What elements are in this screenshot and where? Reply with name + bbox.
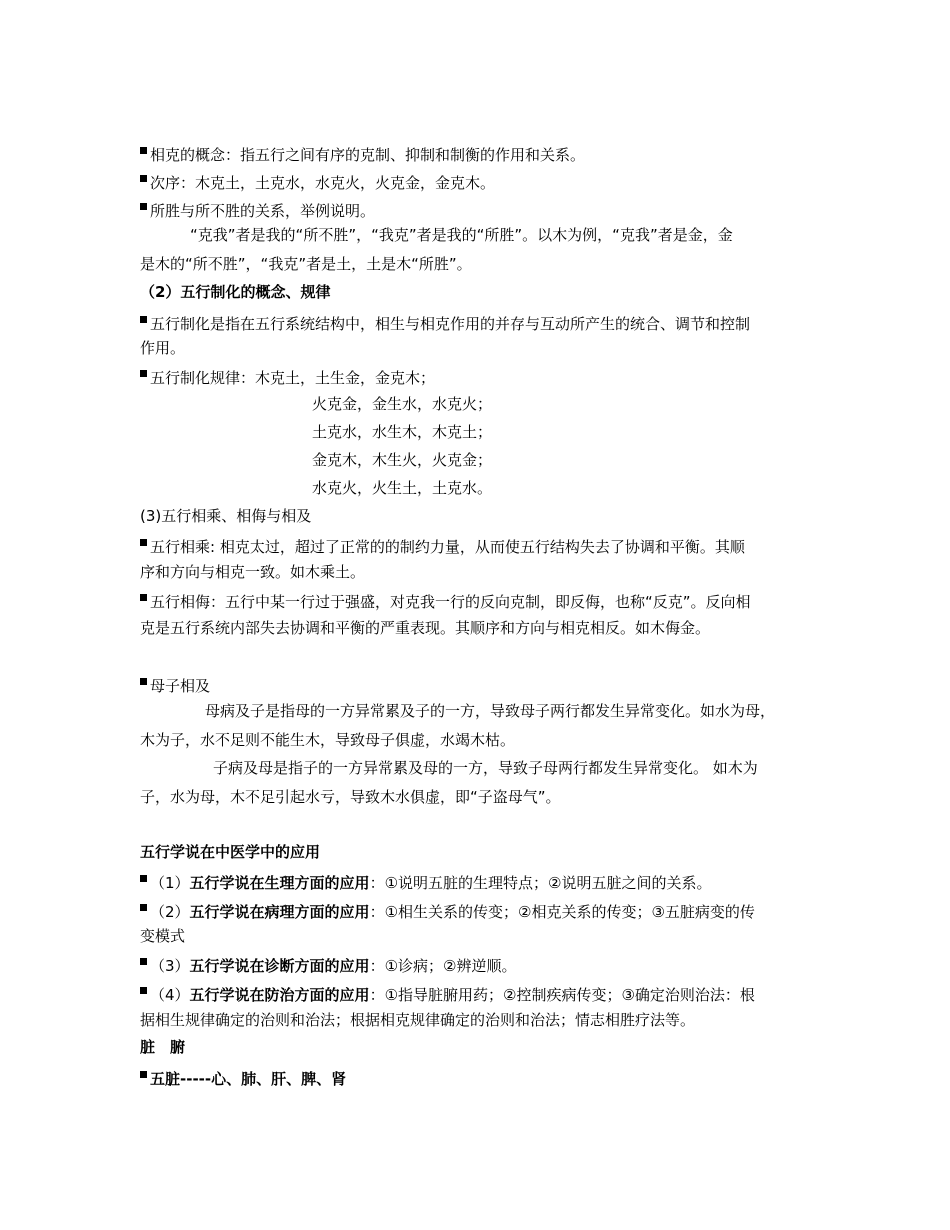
bullet-icon <box>140 539 147 546</box>
paragraph: 母子相及 <box>140 675 210 697</box>
bullet-icon <box>140 904 147 911</box>
rule-line: 水克火，火生土，土克水。 <box>312 479 493 497</box>
paragraph: 次序：木克土，土克水，水克火，火克金，金克木。 <box>140 172 495 194</box>
bullet-icon <box>140 147 147 154</box>
bullet-icon <box>140 875 147 882</box>
paragraph-line: 木为子，水不足则不能生木，导致母子俱虚，水竭木枯。 <box>140 731 516 749</box>
paragraph-line: 据相生规律确定的治则和治法；根据相克规律确定的治则和治法；情志相胜疗法等。 <box>140 1011 696 1029</box>
paragraph: 相克的概念：指五行之间有序的克制、抑制和制衡的作用和关系。 <box>140 144 585 166</box>
paragraph-line: “克我”者是我的“所不胜”，“我克”者是我的“所胜”。以木为例，“克我”者是金，金 <box>190 226 733 244</box>
paragraph: 五行相乘: 相克太过，超过了正常的的制约力量，从而使五行结构失去了协调和平衡。其顺 <box>140 536 745 558</box>
bullet-icon <box>140 370 147 377</box>
paragraph-line: 作用。 <box>140 339 186 357</box>
section-heading: （2）五行制化的概念、规律 <box>140 283 331 301</box>
paragraph-line: 是木的“所不胜”，“我克”者是土，土是木“所胜”。 <box>140 255 472 273</box>
paragraph-line: 母病及子是指母的一方异常累及子的一方，导致母子两行都发生异常变化。如水为母， <box>205 702 776 720</box>
paragraph-line: 变模式 <box>140 927 186 945</box>
paragraph-line: 序和方向与相克一致。如木乘土。 <box>140 563 366 581</box>
bullet-icon <box>140 678 147 685</box>
paragraph: 五行相侮：五行中某一行过于强盛，对克我一行的反向克制，即反侮，也称“反克”。反向相 <box>140 591 751 613</box>
paragraph-line: 子病及母是指子的一方异常累及母的一方，导致子母两行都发生异常变化。 如木为 <box>213 759 758 777</box>
bullet-icon <box>140 594 147 601</box>
paragraph-line: 克是五行系统内部失去协调和平衡的严重表现。其顺序和方向与相克相反。如木侮金。 <box>140 619 711 637</box>
bullet-icon <box>140 1071 147 1078</box>
bullet-icon <box>140 175 147 182</box>
rule-line: 火克金，金生水，水克火； <box>312 395 493 413</box>
paragraph: 五脏-----心、肺、肝、脾、肾 <box>140 1068 346 1090</box>
paragraph: 五行制化是指在五行系统结构中，相生与相克作用的并存与互动所产生的统合、调节和控制 <box>140 313 750 335</box>
rule-line: 金克木，木生火，火克金； <box>312 451 493 469</box>
bullet-icon <box>140 987 147 994</box>
rule-line: 土克水，水生木，木克土； <box>312 423 493 441</box>
bullet-icon <box>140 958 147 965</box>
paragraph: （2）五行学说在病理方面的应用：①相生关系的传变；②相克关系的传变；③五脏病变的传 <box>140 901 755 923</box>
paragraph: （4）五行学说在防治方面的应用：①指导脏腑用药；②控制疾病传变；③确定治则治法：根 <box>140 984 755 1006</box>
bullet-icon <box>140 203 147 210</box>
section-heading: 脏 腑 <box>140 1038 186 1056</box>
section-heading: 五行学说在中医学中的应用 <box>140 843 321 861</box>
paragraph: （1）五行学说在生理方面的应用：①说明五脏的生理特点；②说明五脏之间的关系。 <box>140 872 711 894</box>
paragraph: 五行制化规律：木克土，土生金，金克木； <box>140 367 435 389</box>
section-heading: (3)五行相乘、相侮与相及 <box>140 507 312 525</box>
bullet-icon <box>140 316 147 323</box>
paragraph: 所胜与所不胜的关系，举例说明。 <box>140 200 375 222</box>
paragraph-line: 子，水为母，木不足引起水亏，导致木水俱虚，即“子盗母气”。 <box>140 788 561 806</box>
paragraph: （3）五行学说在诊断方面的应用：①诊病；②辨逆顺。 <box>140 955 516 977</box>
